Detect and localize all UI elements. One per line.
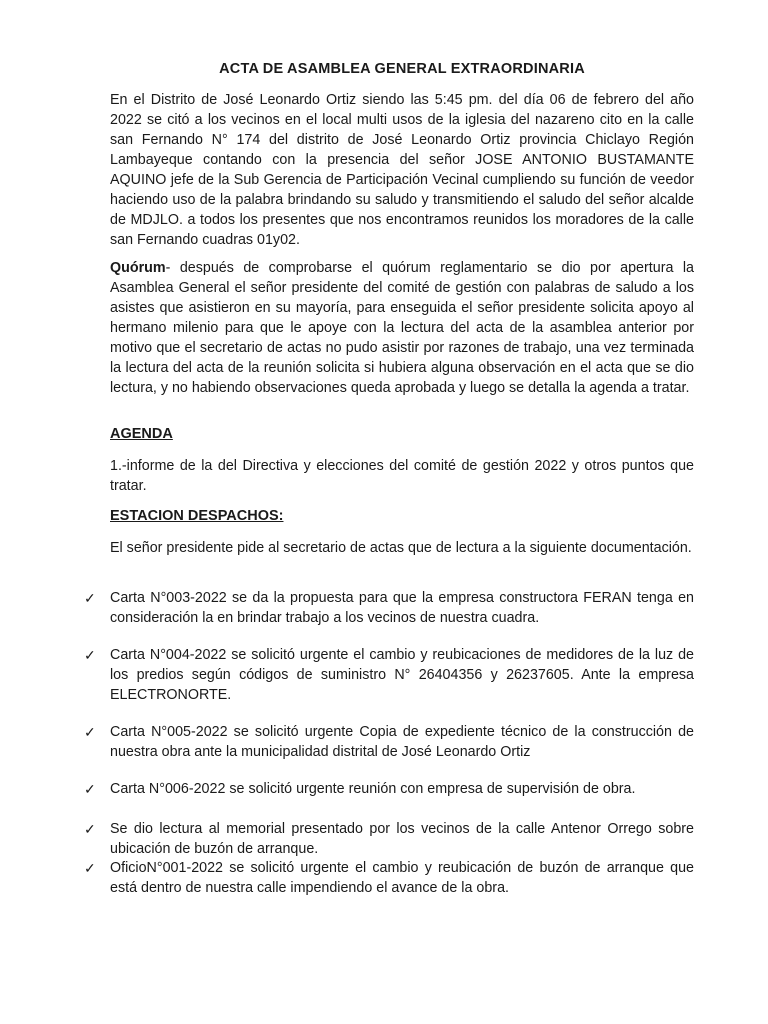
- list-item-text: Carta N°003-2022 se da la propuesta para que la empresa constructora FERAN tenga en consideración la en brindar trabajo a los vecinos de nuestra cuadra.: [110, 590, 694, 626]
- checkmark-icon: ✓: [84, 860, 96, 876]
- list-item-text: Se dio lectura al memorial presentado por los vecinos de la calle Antenor Orrego sobre ubicación de buzón de arranque.: [110, 821, 694, 857]
- intro-paragraph: En el Distrito de José Leonardo Ortiz siendo las 5:45 pm. del día 06 de febrero del año 2022 se citó a los vecinos en el local multi usos de la iglesia del nazareno cito en la calle san Fernando N° 174 del distrito de José Leonardo Ortiz provincia Chiclayo Región Lambayeque contando con la presencia del señor JOSE ANTONIO BUSTAMANTE AQUINO jefe de la Sub Gerencia de Participación Vecinal cumpliendo su función de veedor haciendo uso de la palabra brindando su saludo y transmitiendo el saludo del señor alcalde de MDJLO. a todos los presentes que nos encontramos reunidos los moradores de la calle san Fernando cuadras 01y02.: [110, 92, 694, 248]
- checkmark-icon: ✓: [84, 821, 96, 837]
- checkmark-icon: ✓: [84, 590, 96, 606]
- list-item-text: Carta N°006-2022 se solicitó urgente reunión con empresa de supervisión de obra.: [110, 781, 636, 797]
- agenda-text: 1.-informe de la del Directiva y elecciones del comité de gestión 2022 y otros puntos que tratar.: [110, 458, 694, 494]
- list-item-text: Carta N°005-2022 se solicitó urgente Copia de expediente técnico de la construcción de nuestra obra ante la municipalidad distrital de José Leonardo Ortiz: [110, 724, 694, 760]
- document-title: ACTA DE ASAMBLEA GENERAL EXTRAORDINARIA: [219, 61, 585, 77]
- quorum-label: Quórum: [110, 260, 166, 276]
- checkmark-icon: ✓: [84, 724, 96, 740]
- checkmark-icon: ✓: [84, 647, 96, 663]
- despachos-intro: El señor presidente pide al secretario de actas que de lectura a la siguiente documentación.: [110, 540, 692, 556]
- checkmark-icon: ✓: [84, 781, 96, 797]
- despachos-heading: ESTACION DESPACHOS:: [110, 508, 284, 524]
- list-item-text: Carta N°004-2022 se solicitó urgente el cambio y reubicaciones de medidores de la luz de los predios según códigos de suministro N° 26404356 y 26237605. Ante la empresa ELECTRONORTE.: [110, 647, 694, 703]
- quorum-paragraph: [110, 258, 694, 398]
- agenda-heading: AGENDA: [110, 426, 173, 442]
- quorum-text: - después de comprobarse el quórum reglamentario se dio por apertura la Asamblea General el señor presidente del comité de gestión con palabras de saludo a los asistes que asistieron en su mayoría, para enseguida el señor presidente solicita apoyo al hermano milenio para que le apoye con la lectura del acta de la asamblea anterior por motivo que el secretario de actas no pudo asistir por razones de trabajo, una vez terminada la lectura del acta de la reunión solicita si hubiera alguna observación en el acta que se dio lectura, y no habiendo observaciones queda aprobada y luego se detalla la agenda a tratar.: [110, 260, 694, 396]
- list-item-text: OficioN°001-2022 se solicitó urgente el cambio y reubicación de buzón de arranque que está dentro de nuestra calle impendiendo el avance de la obra.: [110, 860, 694, 896]
